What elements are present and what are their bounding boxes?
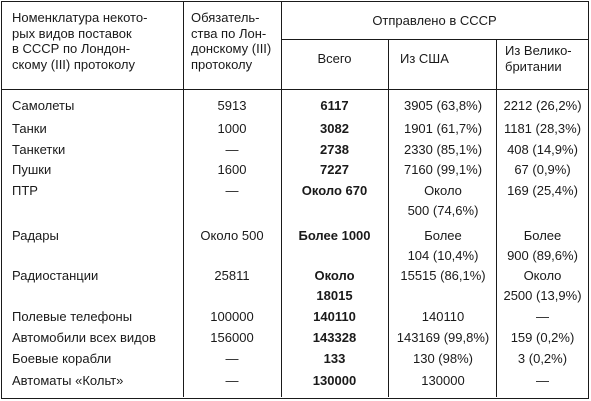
- row-obligated: —: [225, 183, 239, 198]
- row-name: Танки: [12, 121, 47, 136]
- row-obligated: 100000: [210, 309, 254, 324]
- row-usa: 2330 (85,1%): [403, 142, 483, 157]
- row-obligated: 5913: [217, 98, 247, 113]
- row-obligated: 1600: [217, 162, 247, 177]
- row-total: 143328: [312, 330, 357, 345]
- row-uk-line2: 2500 (13,9%): [503, 288, 582, 303]
- row-name: Радары: [12, 228, 59, 243]
- header-sent: Отправлено в СССР: [372, 13, 497, 28]
- row-uk: 159 (0,2%): [510, 330, 575, 345]
- row-usa: 140110: [421, 309, 465, 324]
- row-name: ПТР: [12, 183, 38, 198]
- header-obligated: Обязатель- ства по Лон- донскому (III) протоколу: [191, 10, 272, 72]
- row-usa: 7160 (99,1%): [403, 162, 483, 177]
- row-uk: Около: [523, 268, 562, 283]
- row-uk: 2212 (26,2%): [503, 98, 582, 113]
- header-total: Всего: [317, 51, 352, 66]
- row-name: Самолеты: [12, 98, 75, 113]
- row-obligated: Около 500: [200, 228, 264, 243]
- row-total: Более 1000: [298, 228, 371, 243]
- header-divider: [281, 39, 588, 40]
- row-uk: Более: [523, 228, 562, 243]
- supply-table: [1, 1, 589, 399]
- row-name: Полевые телефоны: [12, 309, 133, 324]
- row-uk: —: [536, 373, 549, 388]
- row-total: 2738: [320, 142, 349, 157]
- header-usa: Из США: [400, 51, 449, 66]
- row-obligated: 156000: [210, 330, 254, 345]
- row-usa: 130 (98%): [413, 351, 473, 366]
- row-name: Боевые корабли: [12, 351, 112, 366]
- row-obligated: —: [225, 373, 239, 388]
- row-total: Около: [314, 268, 355, 283]
- row-usa: Около: [424, 183, 462, 198]
- column-divider: [388, 39, 389, 397]
- row-uk: —: [536, 309, 549, 324]
- row-total-line2: 18015: [316, 288, 353, 303]
- row-usa: 130000: [421, 373, 465, 388]
- row-name: Танкетки: [12, 142, 66, 157]
- row-name: Автомобили всех видов: [12, 330, 156, 345]
- row-uk: 3 (0,2%): [517, 351, 568, 366]
- row-obligated: 25811: [214, 268, 250, 283]
- row-usa: Более: [424, 228, 462, 243]
- row-name: Автоматы «Кольт»: [12, 373, 124, 388]
- row-uk: 169 (25,4%): [507, 183, 578, 198]
- row-total: 3082: [320, 121, 349, 136]
- row-total: 6117: [320, 98, 349, 113]
- row-obligated: —: [225, 351, 239, 366]
- header-nomenclature: Номенклатура некото- рых видов поставок в СССР по Лондон- скому (III) протоколу: [12, 10, 148, 72]
- header-divider: [2, 89, 588, 90]
- row-obligated: 1000: [217, 121, 247, 136]
- row-usa-line2: 104 (10,4%): [407, 248, 479, 263]
- row-usa: 143169 (99,8%): [396, 330, 490, 345]
- row-usa: 15515 (86,1%): [400, 268, 486, 283]
- row-total: 133: [323, 351, 346, 366]
- row-uk: 1181 (28,3%): [503, 121, 582, 136]
- row-obligated: —: [225, 142, 239, 157]
- row-total: 7227: [320, 162, 349, 177]
- row-uk-line2: 900 (89,6%): [507, 248, 578, 263]
- row-uk: 67 (0,9%): [514, 162, 571, 177]
- row-usa-line2: 500 (74,6%): [407, 203, 479, 218]
- row-name: Радиостанции: [12, 268, 99, 283]
- row-total: Около 670: [301, 183, 368, 198]
- row-total: 140110: [313, 309, 356, 324]
- row-usa: 1901 (61,7%): [403, 121, 483, 136]
- header-uk: Из Велико- британии: [505, 43, 572, 74]
- row-uk: 408 (14,9%): [507, 142, 578, 157]
- row-usa: 3905 (63,8%): [403, 98, 483, 113]
- row-total: 130000: [312, 373, 357, 388]
- row-name: Пушки: [12, 162, 52, 177]
